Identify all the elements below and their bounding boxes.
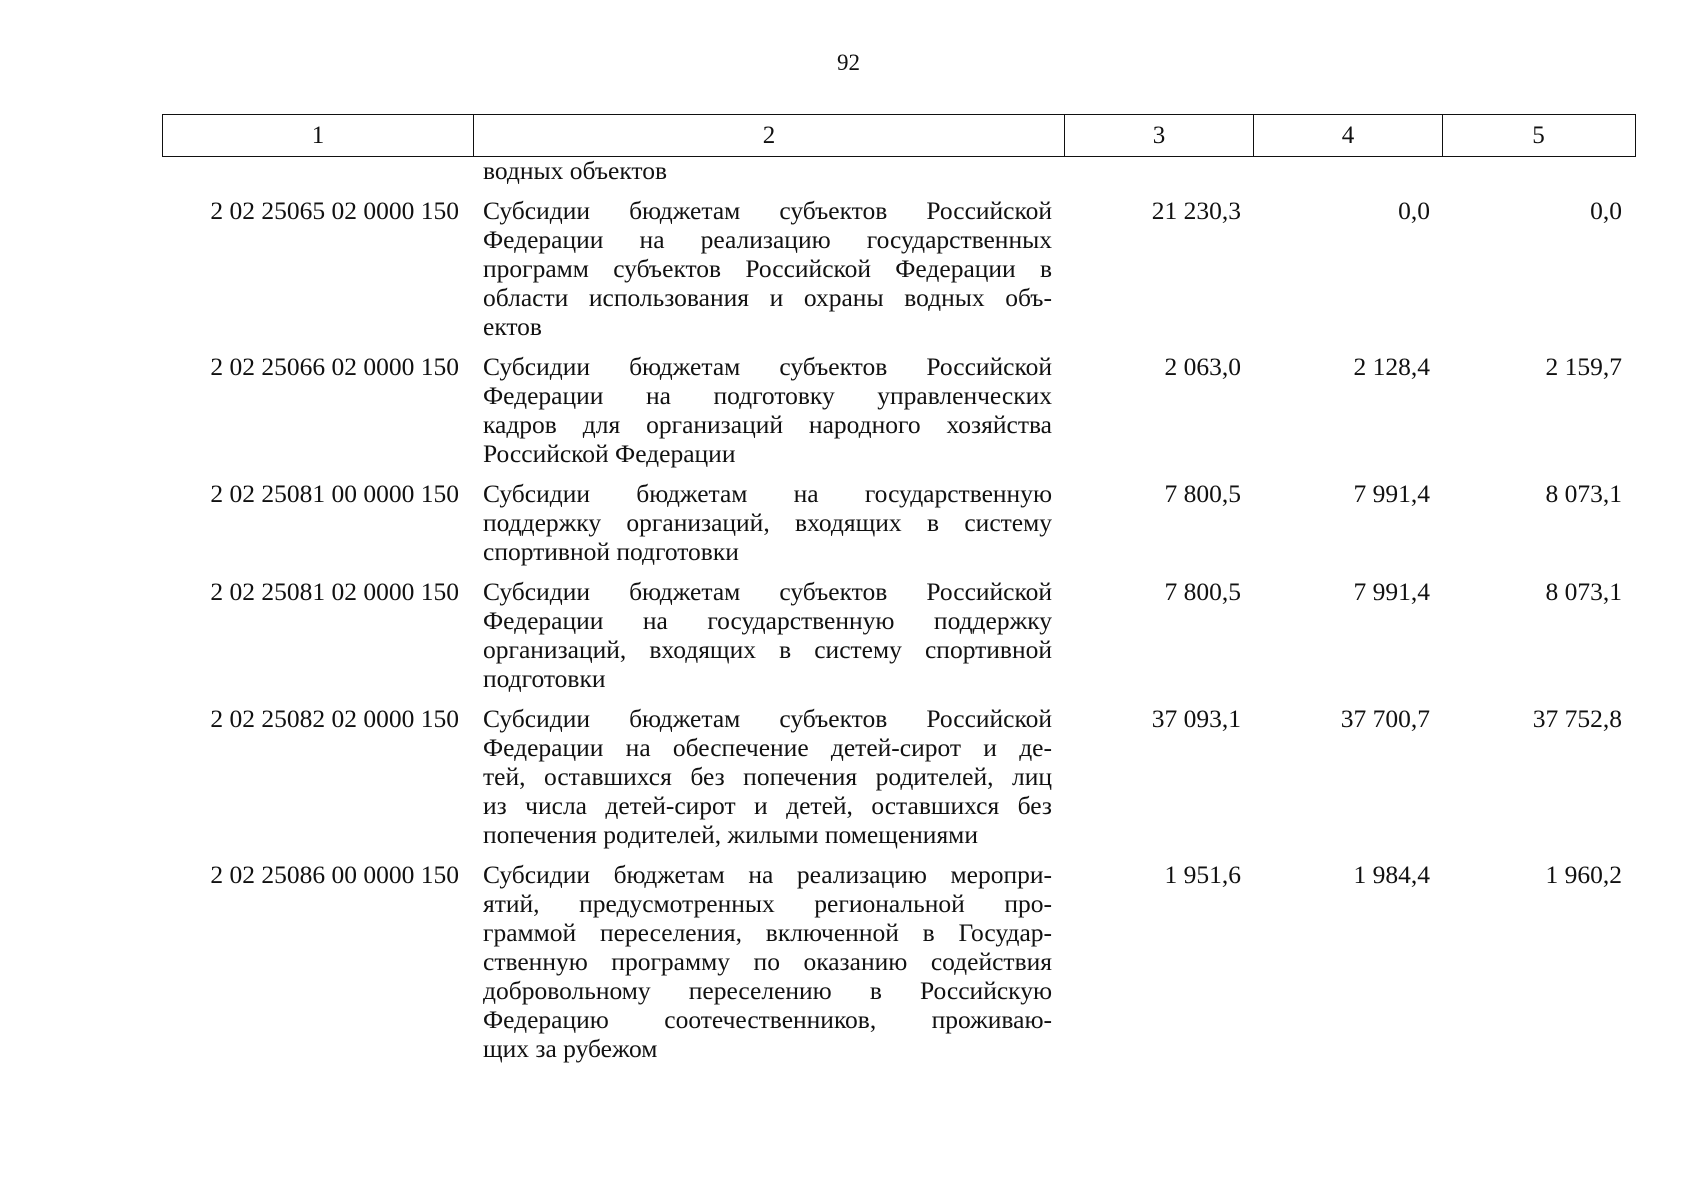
description-line: Субсидии бюджетам субъектов Российской xyxy=(483,704,1052,733)
description-line: Субсидии бюджетам на государственную xyxy=(483,479,1052,508)
amount-column-4: 7 991,4 xyxy=(1353,577,1430,606)
description-line: граммой переселения, включенной в Государ- xyxy=(483,918,1052,947)
income-description xyxy=(472,196,1063,341)
income-code: 2 02 25081 02 0000 150 xyxy=(210,577,459,606)
amount-column-5: 0,0 xyxy=(1590,196,1622,225)
description-line: Субсидии бюджетам субъектов Российской xyxy=(483,352,1052,381)
income-description xyxy=(472,860,1063,1063)
description-line: Федерацию соотечественников, проживаю- xyxy=(483,1005,1052,1034)
amount-column-5: 8 073,1 xyxy=(1545,479,1622,508)
amount-column-4: 1 984,4 xyxy=(1353,860,1430,889)
amount-column-4: 37 700,7 xyxy=(1340,704,1430,733)
description-line: спортивной подготовки xyxy=(483,537,739,566)
table-row xyxy=(162,479,1636,566)
description-line: ектов xyxy=(483,312,542,341)
description-line: Федерации на государственную поддержку xyxy=(483,606,1052,635)
table-row xyxy=(162,352,1636,468)
page-number: 92 xyxy=(837,50,860,75)
income-code: 2 02 25081 00 0000 150 xyxy=(210,479,459,508)
table-row xyxy=(162,704,1636,849)
amount-column-5: 1 960,2 xyxy=(1545,860,1622,889)
income-description xyxy=(472,577,1063,693)
description-line: ственную программу по оказанию содействия xyxy=(483,947,1052,976)
description-line: подготовки xyxy=(483,664,606,693)
table-row xyxy=(162,860,1636,1063)
table-body xyxy=(162,196,1636,1063)
amount-column-4: 2 128,4 xyxy=(1353,352,1430,381)
description-line: Субсидии бюджетам субъектов Российской xyxy=(483,196,1052,225)
amount-column-5: 37 752,8 xyxy=(1532,704,1622,733)
amount-column-5: 2 159,7 xyxy=(1545,352,1622,381)
description-line: области использования и охраны водных объ- xyxy=(483,283,1052,312)
table-row xyxy=(162,577,1636,693)
description-line: программ субъектов Российской Федерации в xyxy=(483,254,1052,283)
income-description xyxy=(472,704,1063,849)
amount-column-3: 21 230,3 xyxy=(1151,196,1241,225)
description-line: добровольному переселению в Российскую xyxy=(483,976,1052,1005)
amount-column-4: 7 991,4 xyxy=(1353,479,1430,508)
description-line: тей, оставшихся без попечения родителей, лиц xyxy=(483,762,1052,791)
amount-column-5: 8 073,1 xyxy=(1545,577,1622,606)
income-code: 2 02 25082 02 0000 150 xyxy=(210,704,459,733)
amount-column-4: 0,0 xyxy=(1398,196,1430,225)
description-line: Федерации на обеспечение детей-сирот и де- xyxy=(483,733,1052,762)
column-header-2: 2 xyxy=(473,115,1064,156)
description-line: Субсидии бюджетам субъектов Российской xyxy=(483,577,1052,606)
description-line: поддержку организаций, входящих в систему xyxy=(483,508,1052,537)
description-line: щих за рубежом xyxy=(483,1034,658,1063)
income-code: 2 02 25065 02 0000 150 xyxy=(210,196,459,225)
description-line: из числа детей-сирот и детей, оставшихся без xyxy=(483,791,1052,820)
column-header-1: 1 xyxy=(311,121,325,149)
amount-column-3: 2 063,0 xyxy=(1164,352,1241,381)
description-line: ятий, предусмотренных региональной про- xyxy=(483,889,1052,918)
amount-column-3: 7 800,5 xyxy=(1164,577,1241,606)
table-header-row xyxy=(162,114,1636,157)
income-code: 2 02 25066 02 0000 150 xyxy=(210,352,459,381)
amount-column-3: 1 951,6 xyxy=(1164,860,1241,889)
continued-description: водных объектов xyxy=(483,156,668,185)
column-header-4: 4 xyxy=(1253,115,1442,156)
income-description xyxy=(472,352,1063,468)
budget-table xyxy=(162,114,1636,1063)
description-line: Российской Федерации xyxy=(483,439,736,468)
description-line: попечения родителей, жилыми помещениями xyxy=(483,820,978,849)
column-header-5: 5 xyxy=(1442,115,1634,156)
income-description xyxy=(472,479,1063,566)
amount-column-3: 37 093,1 xyxy=(1151,704,1241,733)
description-line: Субсидии бюджетам на реализацию меропри- xyxy=(483,860,1052,889)
description-line: Федерации на реализацию государственных xyxy=(483,225,1052,254)
description-line: Федерации на подготовку управленческих xyxy=(483,381,1052,410)
column-header-3: 3 xyxy=(1064,115,1253,156)
description-line: кадров для организаций народного хозяйства xyxy=(483,410,1052,439)
income-code: 2 02 25086 00 0000 150 xyxy=(210,860,459,889)
description-line: организаций, входящих в систему спортивной xyxy=(483,635,1052,664)
table-row xyxy=(162,196,1636,341)
amount-column-3: 7 800,5 xyxy=(1164,479,1241,508)
